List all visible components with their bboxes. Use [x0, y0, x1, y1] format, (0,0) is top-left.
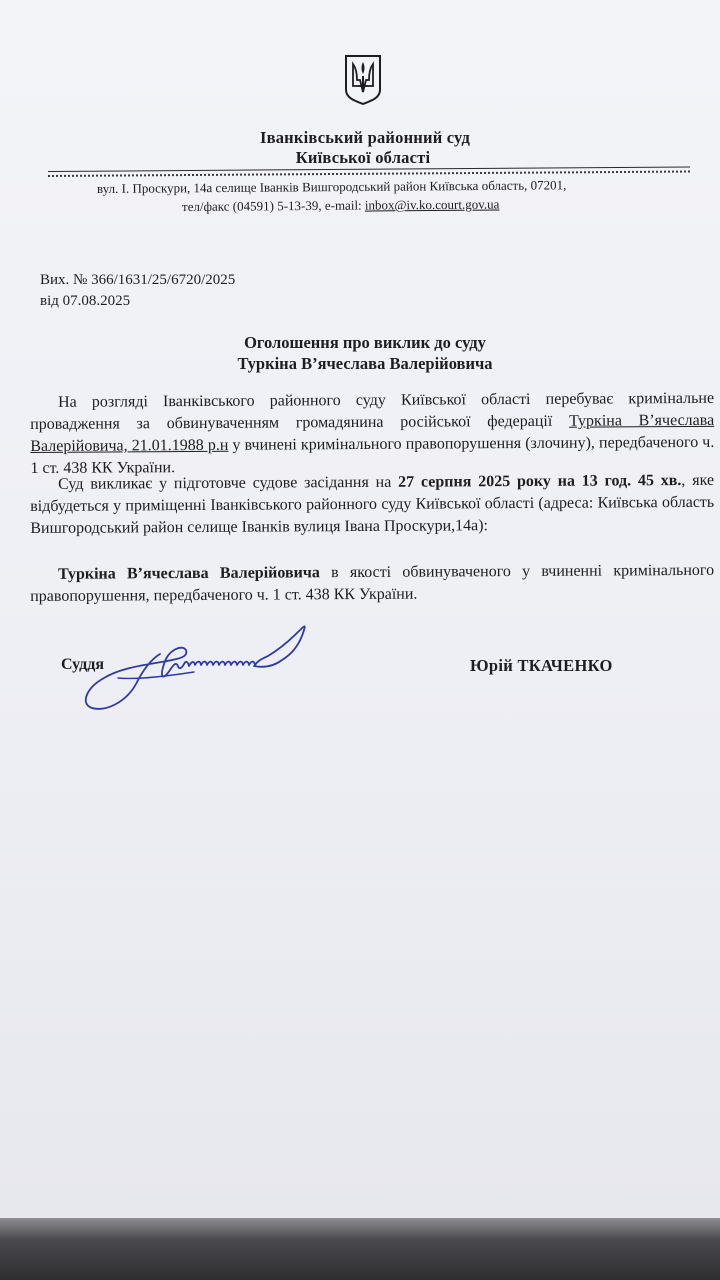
handwritten-signature [78, 620, 318, 720]
outgoing-date: від 07.08.2025 [40, 293, 131, 309]
trident-emblem-icon [343, 54, 383, 106]
accused-name-birthdate: Туркіна В’ячеслава Валерійовича, 21.01.1988 р.н [30, 411, 715, 455]
paragraph-proceedings [30, 388, 715, 480]
court-address: вул. І. Проскури, 14а селище Іванків Вишгородський район Київська область, 07201, [96, 177, 567, 196]
contact-phone: тел/факс (04591) 5-13-39, e-mail: [181, 197, 365, 214]
judge-label: Суддя [61, 656, 104, 673]
hearing-datetime: 27 серпня 2025 року на 13 год. 45 хв. [398, 472, 682, 491]
court-contacts [182, 197, 500, 215]
paragraph2-text-b: , яке відбудеться у приміщенні Іванківського районного суду Київської області (адреса: Київська область Вишгородський район селище Іванків вулиця Івана Проскури,14а): [30, 471, 715, 537]
paragraph-capacity [30, 560, 714, 608]
notice-subject-name: Туркіна В’ячеслава Валерійовича [237, 354, 493, 373]
paragraph1-text-a: На розгляді Іванківського районного суду Київської області перебуває кримінальне провадження за обвинуваченням громадянина російської федерації [30, 389, 715, 433]
background-surface [0, 1218, 720, 1280]
court-name-line1: Іванківський районний суд [260, 128, 470, 147]
paragraph1-text-b: у вчинені кримінального правопорушення (злочину), передбаченого ч. 1 ст. 438 КК України. [30, 433, 715, 477]
accused-name-bold: Туркіна В’ячеслава Валерійовича [58, 564, 320, 583]
court-name-line2: Київської області [295, 148, 431, 167]
paragraph2-text-a: Суд викликає у підготовче судове засідання на [58, 473, 399, 493]
notice-title: Оголошення про виклик до суду [244, 333, 486, 352]
paragraph3-text: в якості обвинуваченого у вчиненні кримінального правопорушення, передбаченого ч. 1 ст. 438 КК України. [30, 561, 715, 605]
judge-name: Юрій ТКАЧЕНКО [470, 656, 613, 675]
header-rule-dotted [48, 171, 690, 177]
court-email-link[interactable]: inbox@iv.ko.court.gov.ua [364, 196, 500, 213]
outgoing-number: Вих. № 366/1631/25/6720/2025 [40, 272, 236, 288]
paragraph-summons [30, 470, 714, 540]
